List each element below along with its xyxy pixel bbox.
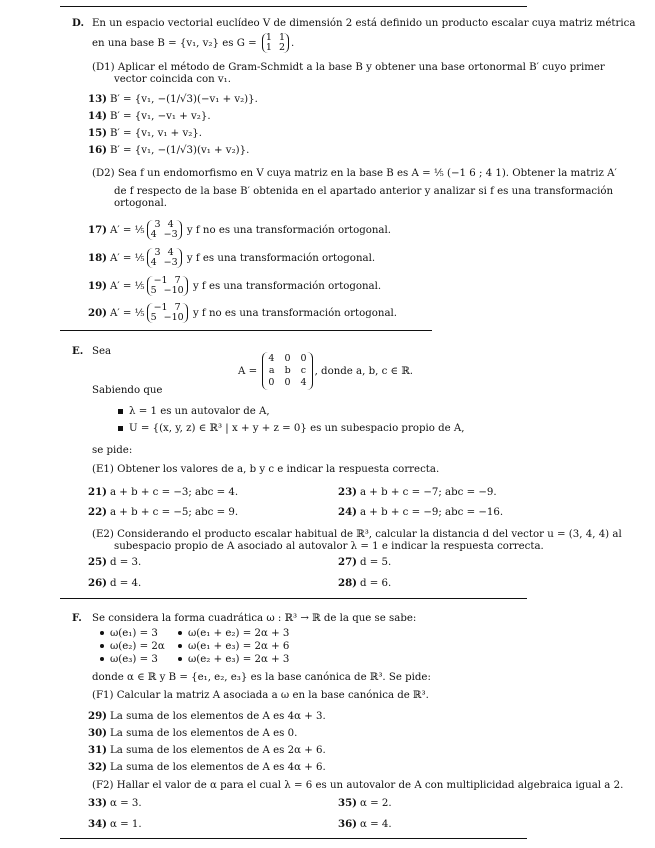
fact-6 (178, 654, 289, 666)
option-number: 16) (88, 144, 107, 156)
a-post: , donde a, b, c ∈ ℝ. (314, 366, 414, 377)
section-d-intro-1 (72, 17, 635, 30)
f1-text: (F1) Calcular la matriz A asociada a ω en la base canónica de ℝ³. (92, 690, 429, 701)
option-text: B′ = {v₁, v₁ + v₂}. (110, 128, 203, 139)
matrix-row: 4 −3 (150, 229, 178, 240)
f2-text: (F2) Hallar el valor de α para el cual λ = 6 es un autovalor de A con multiplicidad algebraica igual a 2. (92, 780, 624, 791)
top-rule (60, 6, 527, 7)
option-text: α = 4. (360, 819, 392, 830)
e-option-21[interactable] (88, 486, 238, 499)
option-number: 18) (88, 252, 107, 264)
matrix-row: 5 −10 (150, 312, 184, 323)
d-option-19[interactable] (88, 276, 381, 296)
bullet-icon (100, 631, 104, 635)
option-matrix (147, 276, 188, 296)
bottom-rule (60, 838, 527, 839)
fact-text: ω(e₂ + e₃) = 2α + 3 (188, 654, 290, 665)
option-text: d = 3. (110, 557, 142, 568)
bullet-icon (118, 426, 123, 431)
option-number: 28) (338, 577, 357, 589)
option-number: 25) (88, 556, 107, 568)
option-text: La suma de los elementos de A es 2α + 6. (110, 745, 326, 756)
option-number: 32) (88, 761, 107, 773)
matrix-row: −1 7 (153, 302, 181, 313)
f-option-34[interactable] (88, 818, 142, 831)
option-matrix (147, 248, 182, 268)
option-number: 29) (88, 710, 107, 722)
d-option-16[interactable] (88, 144, 249, 157)
section-e-rule (60, 598, 527, 599)
option-number: 27) (338, 556, 357, 568)
option-text: a + b + c = −9; abc = −16. (360, 507, 504, 518)
fact-text: ω(e₁) = 3 (110, 628, 158, 639)
section-f-label: F. (72, 612, 82, 624)
matrix-row: 0 0 4 (268, 377, 307, 388)
matrix-row: a b c (268, 365, 307, 376)
e-option-26[interactable] (88, 577, 141, 590)
matrix-row: 4 −3 (150, 257, 178, 268)
d-option-20[interactable] (88, 303, 397, 323)
a-pre: A = (238, 366, 258, 377)
option-text: y f no es una transformación ortogonal. (192, 308, 398, 319)
sea-text: Sea (92, 346, 112, 357)
section-d-intro-text: En un espacio vectorial euclídeo V de dimensión 2 está definido un producto escalar cuya matriz métrica (92, 18, 636, 29)
sabiendo-que: Sabiendo que (92, 385, 163, 396)
e-bullet-2 (118, 423, 465, 435)
option-text: La suma de los elementos de A es 4α + 6. (110, 762, 326, 773)
e-option-25[interactable] (88, 556, 141, 569)
option-text: d = 6. (360, 578, 392, 589)
option-number: 15) (88, 127, 107, 139)
option-number: 26) (88, 577, 107, 589)
fact-text: ω(e₂) = 2α (110, 641, 165, 652)
bullet-icon (178, 631, 182, 635)
f-option-33[interactable] (88, 797, 142, 810)
fact-text: ω(e₁ + e₃) = 2α + 6 (188, 641, 290, 652)
option-number: 33) (88, 797, 107, 809)
option-number: 30) (88, 727, 107, 739)
f-option-31[interactable] (88, 744, 326, 757)
matrix-row: 4 0 0 (268, 353, 307, 364)
e2-line-1: (E2) Considerando el producto escalar habitual de ℝ³, calcular la distancia d del vector u = (3, 4, 4) al (92, 529, 622, 540)
intro-text: Se considera la forma cuadrática ω : ℝ³ → ℝ de la que se sabe: (92, 613, 417, 624)
section-f-intro (72, 612, 416, 625)
d-option-17[interactable] (88, 220, 391, 240)
section-e-label: E. (72, 345, 84, 357)
d1-line-1: (D1) Aplicar el método de Gram-Schmidt a la base B y obtener una base ortonormal B′ cuyo primer (92, 62, 605, 73)
d-option-13[interactable] (88, 93, 258, 106)
option-text: α = 1. (110, 819, 142, 830)
e-option-24[interactable] (338, 506, 503, 519)
option-text: a + b + c = −3; abc = 4. (110, 487, 239, 498)
option-pre: A′ = ⅕ (110, 281, 145, 292)
g-row-2: 1 2 (265, 42, 285, 53)
donde-text: donde α ∈ ℝ y B = {e₁, e₂, e₃} es la base canónica de ℝ³. Se pide: (92, 672, 431, 683)
option-number: 23) (338, 486, 357, 498)
option-matrix (147, 220, 182, 240)
option-number: 24) (338, 506, 357, 518)
d-option-15[interactable] (88, 127, 202, 140)
bullet-icon (178, 644, 182, 648)
option-text: La suma de los elementos de A es 4α + 3. (110, 711, 326, 722)
d2-line-3: ortogonal. (114, 198, 168, 209)
option-number: 35) (338, 797, 357, 809)
option-matrix (147, 303, 188, 323)
d1-line-2: vector coincida con v₁. (114, 74, 231, 85)
bullet-text: U = {(x, y, z) ∈ ℝ³ | x + y + z = 0} es un subespacio propio de A, (129, 423, 465, 434)
bullet-text: λ = 1 es un autovalor de A, (129, 406, 270, 417)
metric-text: en una base B = {v₁, v₂} es G = (92, 38, 257, 49)
option-text: y f es una transformación ortogonal. (192, 281, 382, 292)
matrix-row: 3 4 (154, 247, 174, 258)
fact-5 (100, 654, 158, 666)
d2-line-1: (D2) Sea f un endomorfismo en V cuya matriz en la base B es A = ⅕ (−1 6 ; 4 1). Obtener la matriz A′ (92, 168, 617, 179)
option-text: d = 4. (110, 578, 142, 589)
option-number: 20) (88, 307, 107, 319)
bullet-icon (118, 409, 123, 414)
e-option-27[interactable] (338, 556, 391, 569)
fact-text: ω(e₃) = 3 (110, 654, 158, 665)
e1-text: (E1) Obtener los valores de a, b y c e indicar la respuesta correcta. (92, 464, 440, 475)
option-text: La suma de los elementos de A es 0. (110, 728, 298, 739)
bullet-icon (178, 657, 182, 661)
f-option-30[interactable] (88, 727, 297, 740)
f-option-32[interactable] (88, 761, 326, 774)
matrix-A-def (238, 352, 413, 392)
f-option-36[interactable] (338, 818, 392, 831)
d2-line-2: de f respecto de la base B′ obtenida en el apartado anterior y analizar si f es una transformación (114, 186, 614, 197)
option-number: 36) (338, 818, 357, 830)
matrix-row: −1 7 (153, 275, 181, 286)
d-option-14[interactable] (88, 110, 211, 123)
option-text: α = 2. (360, 798, 392, 809)
option-number: 13) (88, 93, 107, 105)
fact-2 (178, 628, 289, 640)
option-number: 22) (88, 506, 107, 518)
se-pide: se pide: (92, 445, 133, 456)
option-text: α = 3. (110, 798, 142, 809)
option-number: 14) (88, 110, 107, 122)
e-bullet-1 (118, 406, 270, 418)
option-text: y f es una transformación ortogonal. (186, 253, 376, 264)
option-text: B′ = {v₁, −v₁ + v₂}. (110, 111, 211, 122)
e2-line-2: subespacio propio de A asociado al autovalor λ = 1 e indicar la respuesta correcta. (114, 541, 544, 552)
option-number: 17) (88, 224, 107, 236)
section-d-rule (60, 330, 432, 331)
option-number: 19) (88, 280, 107, 292)
option-text: a + b + c = −7; abc = −9. (360, 487, 497, 498)
fact-text: ω(e₁ + e₂) = 2α + 3 (188, 628, 290, 639)
option-pre: A′ = ⅕ (110, 308, 145, 319)
option-text: y f no es una transformación ortogonal. (186, 225, 392, 236)
bullet-icon (100, 657, 104, 661)
option-pre: A′ = ⅕ (110, 253, 145, 264)
g-row-1: 1 1 (265, 32, 285, 43)
d-option-18[interactable] (88, 248, 375, 268)
option-number: 31) (88, 744, 107, 756)
section-d-intro-2: en una base B = {v₁, v₂} es G = 1 1 1 2 . (92, 32, 295, 53)
option-text: a + b + c = −5; abc = 9. (110, 507, 239, 518)
option-text: B′ = {v₁, −(1/√3)(v₁ + v₂)}. (110, 145, 250, 156)
option-pre: A′ = ⅕ (110, 225, 145, 236)
matrix-row: 5 −10 (150, 285, 184, 296)
option-number: 21) (88, 486, 107, 498)
fact-1 (100, 628, 158, 640)
e-option-23[interactable] (338, 486, 497, 499)
fact-4 (178, 641, 289, 653)
matrix-row: 3 4 (154, 219, 174, 230)
option-text: d = 5. (360, 557, 392, 568)
option-number: 34) (88, 818, 107, 830)
metric-matrix-G (262, 33, 289, 53)
option-text: B′ = {v₁, −(1/√3)(−v₁ + v₂)}. (110, 94, 258, 105)
f-option-29[interactable] (88, 710, 326, 723)
section-e-sea (72, 345, 111, 358)
matrix-A (262, 352, 312, 390)
e-option-28[interactable] (338, 577, 391, 590)
bullet-icon (100, 644, 104, 648)
e-option-22[interactable] (88, 506, 238, 519)
f-option-35[interactable] (338, 797, 392, 810)
fact-3 (100, 641, 165, 653)
section-d-label: D. (72, 17, 85, 29)
